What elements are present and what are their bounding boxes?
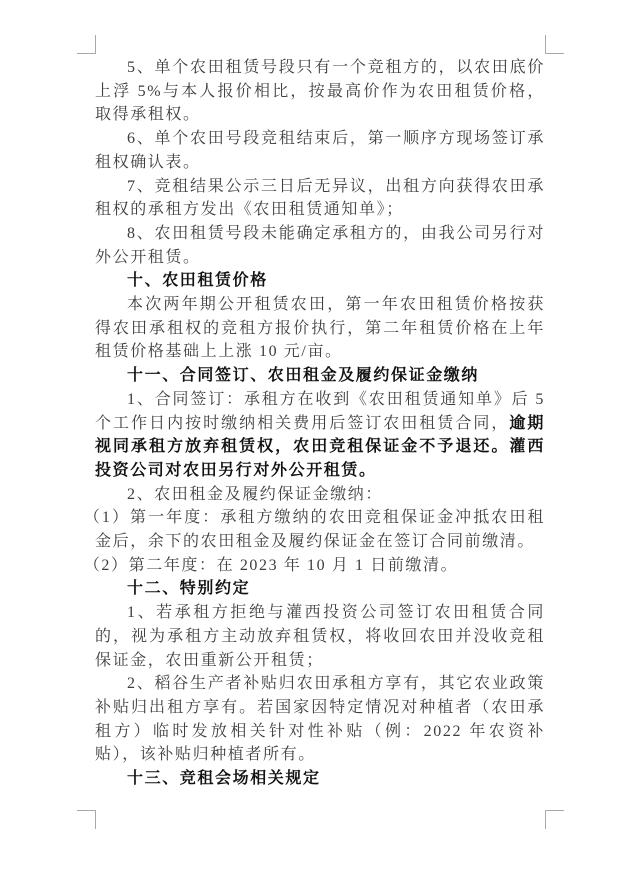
crop-mark-top-right-icon [545, 35, 564, 54]
paragraph [95, 601, 545, 672]
document-body [83, 56, 545, 791]
text-run: （2）第二年度：在 2023 年 10 月 1 日前缴清。 [83, 556, 459, 574]
section-heading [95, 767, 545, 791]
text-run: 8、农田租赁号段未能确定承租方的，由我公司另行对外公开租赁。 [95, 224, 545, 266]
bold-text-run: 十、农田租赁价格 [127, 272, 268, 290]
text-run: 6、单个农田号段竞租结束后，第一顺序方现场签订承租权确认表。 [95, 130, 545, 171]
bold-text-run: 十二、特别约定 [127, 580, 251, 598]
section-heading [95, 364, 545, 388]
text-run: 2、农田租金及履约保证金缴纳： [127, 485, 384, 503]
text-run: 本次两年期公开租赁农田，第一年农田租赁价格按获得农田承租权的竞租方报价执行，第二年租赁价格在上年租赁价格基础上上涨 10 元/亩。 [95, 296, 545, 361]
text-run: 2、稻谷生产者补贴归农田承租方享有，其它农业政策补贴归出租方享有。若国家因特定情况对种植者（农田承租方）临时发放相关针对性补贴（例：2022 年农资补贴），该补贴归种植者所有。 [95, 675, 545, 764]
text-run: （1）第一年度：承租方缴纳的农田竞租保证金冲抵农田租金后，余下的农田租金及履约保证金在签订合同前缴清。 [83, 509, 545, 551]
section-heading [95, 269, 545, 293]
paragraph [95, 293, 545, 364]
paragraph [95, 127, 545, 174]
section-heading [95, 577, 545, 601]
crop-mark-bottom-left-icon [77, 810, 96, 829]
paragraph [95, 175, 545, 222]
paragraph [95, 56, 545, 127]
paragraph [95, 222, 545, 269]
text-run: 1、若承租方拒绝与灌西投资公司签订农田租赁合同的，视为承租方主动放弃租赁权，将收回农田并没收竞租保证金，农田重新公开租赁； [95, 604, 545, 669]
paragraph [83, 506, 545, 553]
paragraph [95, 483, 545, 507]
paragraph [83, 554, 545, 578]
text-run: 1、合同签订：承租方在收到《农田租赁通知单》后 5 个工作日内按时缴纳相关费用后签订农田租赁合同， [95, 390, 545, 432]
text-run: 7、竞租结果公示三日后无异议，出租方向获得农田承租权的承租方发出《农田租赁通知单》； [95, 177, 545, 219]
bold-text-run: 逾期视同承租方放弃租赁权，农田竞租保证金不予退还。灌西投资公司对农田另行对外公开租赁。 [95, 414, 545, 479]
bold-text-run: 十三、竞租会场相关规定 [127, 770, 321, 788]
paragraph [95, 388, 545, 483]
text-run: 5、单个农田租赁号段只有一个竞租方的，以农田底价上浮 5%与本人报价相比，按最高价作为农田租赁价格，取得承租权。 [95, 59, 545, 124]
bold-text-run: 十一、合同签订、农田租金及履约保证金缴纳 [127, 367, 480, 385]
crop-mark-bottom-right-icon [545, 810, 564, 829]
crop-mark-top-left-icon [77, 35, 96, 54]
paragraph [95, 672, 545, 767]
